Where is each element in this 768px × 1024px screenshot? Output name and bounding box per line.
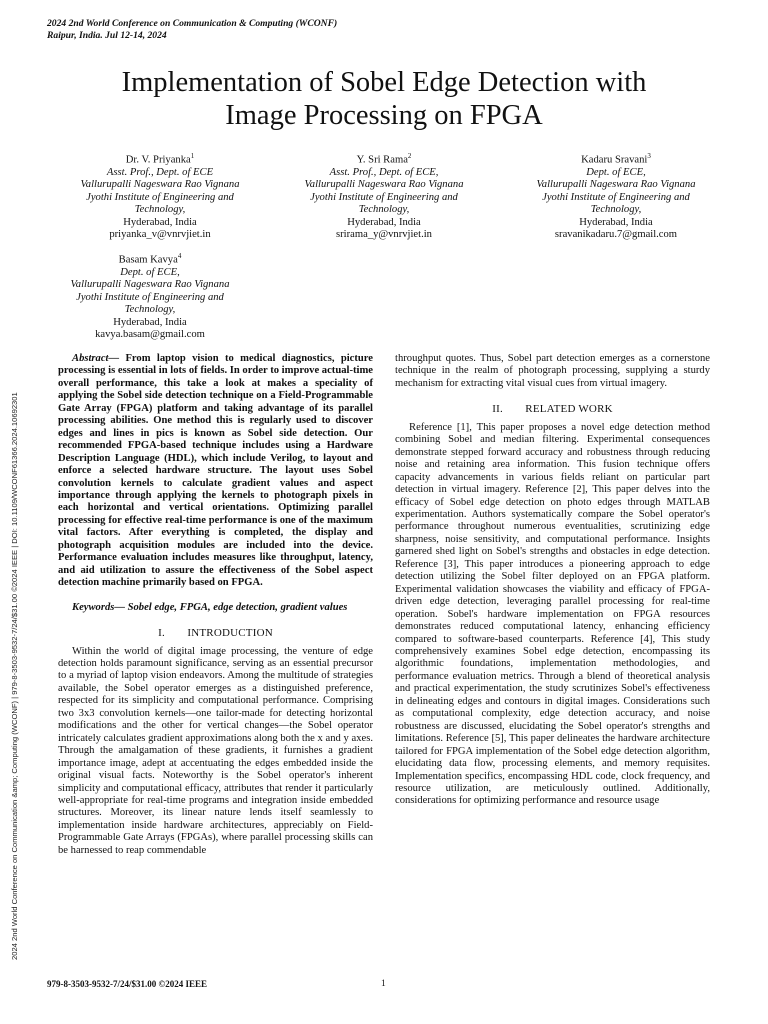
- author-position: Asst. Prof., Dept. of ECE,: [329, 166, 439, 178]
- author-email[interactable]: srirama_y@vnrvjiet.in: [336, 228, 432, 240]
- author-city: Hyderabad, India: [113, 316, 187, 328]
- author-position: Dept. of ECE,: [586, 166, 646, 178]
- author-position: Dept. of ECE,: [120, 266, 180, 278]
- author-institution: Vallurupalli Nageswara Rao Vignana: [304, 179, 464, 191]
- introduction-continuation: throughput quotes. Thus, Sobel part detection emerges as a cornerstone technique in the realm of photograph processing, supplying a sturdy mechanism for extracting vital visual cues from virtual imagery.: [395, 353, 710, 389]
- related-work-text: Reference [1], This paper proposes a novel edge detection method combining Sobel and median filtering. Experimental consequences demonstrate stepped forward accuracy and robustness through reducing noise and retaining area information. This fusion technique offers capacity advancements in various fields reliant on particular part detection in virtual imagery. Reference [2], This paper delves into the efficacy of Sobel edge detection on photo edges through MATLAB experimentation. Authors systematically compare the Sobel operator's performance throughout numerous eventualities, scrutinizing edge sharpness, noise sensitivity, and computational performance. Insights garnered shed light on Sobel's strengths and obstacles in edge detection. Reference [3], This paper introduces a pioneering approach to edge detection utilizing the Sobel filter deployed on an FPGA platform. Experimental validation showcases the viability and efficacy of FPGA-driven edge detection, leveraging parallel processing for real-time operation. Sobel's hardware implementation on FPGA resources demonstrates reduced computational latency, enhancing efficiency compared to software-based counterparts. Reference [4], This study comprehensively examines Sobel edge detection, encompassing its algorithmic foundations, implementation methodologies, and performance evaluation metrics. Through a blend of theoretical analysis and practical experimentation, the study scrutinizes Sobel's effectiveness in delineating edges and contours in digital images. Considerations such as computational complexity, edge detection accuracy, and noise robustness are discussed, elucidating the Sobel operator's strengths and limitations. Reference [5], This paper delineates the hardware architecture tailored for FPGA implementation of the Sobel edge detection algorithm, elucidating data flow, processing elements, and memory requisites. Implementation specifics, encompassing HDL code, clock frequency, and resource utilization, are meticulously outlined. Additionally, considerations for optimizing performance and resource usage: [395, 421, 710, 807]
- conference-header: [47, 18, 337, 42]
- author-institution: Vallurupalli Nageswara Rao Vignana: [80, 179, 240, 191]
- title-line-2: Image Processing on FPGA: [225, 100, 543, 131]
- footer-copyright: 979-8-3503-9532-7/24/$31.00 ©2024 IEEE: [47, 979, 207, 989]
- author-block-3: [511, 150, 721, 241]
- author-institution: Technology,: [124, 304, 176, 316]
- author-institution: Technology,: [590, 204, 642, 216]
- author-email[interactable]: priyanka_v@vnrvjiet.in: [109, 228, 211, 240]
- conference-location: Raipur, India. Jul 12-14, 2024: [47, 30, 167, 41]
- section-heading-related-work: II. RELATED WORK: [492, 403, 613, 416]
- doi-sidebar: 2024 2nd World Conference on Communication &amp; Computing (WCONF) | 979-8-3503-9532-7/24/$31.00 ©2024 IEEE | DOI: 10.1109/WCONF61366.2024.10692301: [10, 392, 19, 960]
- author-position: Asst. Prof., Dept. of ECE: [106, 166, 214, 178]
- author-institution: Vallurupalli Nageswara Rao Vignana: [70, 279, 230, 291]
- author-block-2: [279, 150, 489, 241]
- author-institution: Technology,: [134, 204, 186, 216]
- author-name: Y. Sri Rama: [356, 154, 408, 166]
- page-number: 1: [381, 979, 386, 989]
- author-institution: Jyothi Institute of Engineering and: [310, 191, 458, 203]
- abstract-label: Abstract—: [72, 353, 120, 364]
- author-block-1: [55, 150, 265, 241]
- author-block-4: [45, 250, 255, 341]
- author-city: Hyderabad, India: [347, 216, 421, 228]
- author-institution: Jyothi Institute of Engineering and: [76, 291, 224, 303]
- author-superscript: 1: [190, 152, 195, 160]
- abstract: [58, 353, 373, 590]
- keywords: Keywords— Sobel edge, FPGA, edge detection, gradient values: [72, 601, 348, 613]
- conference-name: 2024 2nd World Conference on Communication & Computing (WCONF): [47, 18, 338, 29]
- author-institution: Vallurupalli Nageswara Rao Vignana: [536, 179, 696, 191]
- author-city: Hyderabad, India: [123, 216, 197, 228]
- author-institution: Jyothi Institute of Engineering and: [542, 191, 690, 203]
- author-institution: Jyothi Institute of Engineering and: [86, 191, 234, 203]
- paper-title: [40, 66, 728, 132]
- left-column: [58, 353, 373, 857]
- author-email[interactable]: sravanikadaru.7@gmail.com: [554, 228, 678, 240]
- right-column: [395, 353, 710, 808]
- introduction-text: Within the world of digital image processing, the venture of edge detection holds paramount significance, serving as an essential precursor to a myriad of laptop vision endeavors. Among the multitude of strategies available, the Sobel operator emerges as a distinguished preference, respected for its simplicity and computational performance. Comprising two 3x3 convolution kernels—one tailor-made for detecting horizontal modifications and the other for vertical changes—the Sobel operator intricately calculates gradient approximations along both the x and y axes. Through the amalgamation of these gradients, it furnishes a gradient importance image, adept at accentuating the edges embedded inside the original visual facts. Noteworthy is the Sobel operator's inherent simplicity and computational efficacy, attributes that render it particularly well-appropriate for real-time programs and integration inside embedded structures. Moreover, its linear nature lends itself seamlessly to implementation inside hardware architectures, appreciably on Field-Programmable Gate Arrays (FPGAs), where parallel processing skills can be harnessed to reap commendable: [58, 645, 373, 856]
- author-name: Kadaru Sravani: [581, 154, 648, 166]
- author-city: Hyderabad, India: [579, 216, 653, 228]
- author-institution: Technology,: [358, 204, 410, 216]
- author-superscript: 2: [407, 152, 412, 160]
- author-email[interactable]: kavya.basam@gmail.com: [95, 328, 205, 340]
- author-name: Dr. V. Priyanka: [125, 154, 191, 166]
- title-line-1: Implementation of Sobel Edge Detection with: [121, 67, 647, 98]
- abstract-text: From laptop vision to medical diagnostics, picture processing is essential in lots of fields. In order to improve actual-time overall performance, this take a look at makes a speciality of applying the Sobel side detection technique on a Field-Programmable Gate Array (FPGA) platform and taking advantage of its parallel processing abilities. One method this is regularly used to discover edges and lines in pics is known as Sobel side detection. Our recommended FPGA-based technique includes using a Hardware Description Language (HDL), which include Verilog, to layout and enforce a selected hardware structure. The layout uses Sobel convolution kernels to calculate gradient values and aspect importance through applying the kernels to photograph pixels in each horizontal and vertical orientations. Optimizing parallel processing for effective real-time performance is one of the maximum vital factors. After everything is completed, the display and photograph acquisition modules are included into the device. Performance evaluation includes measures like throughput, latency, and aid utilization to assure the effectiveness of the Sobel aspect detection machine primarily based on FPGA.: [58, 353, 373, 589]
- section-heading-introduction: I. INTRODUCTION: [158, 627, 273, 640]
- author-superscript: 4: [177, 252, 182, 260]
- author-superscript: 3: [647, 152, 651, 160]
- author-name: Basam Kavya: [118, 254, 178, 266]
